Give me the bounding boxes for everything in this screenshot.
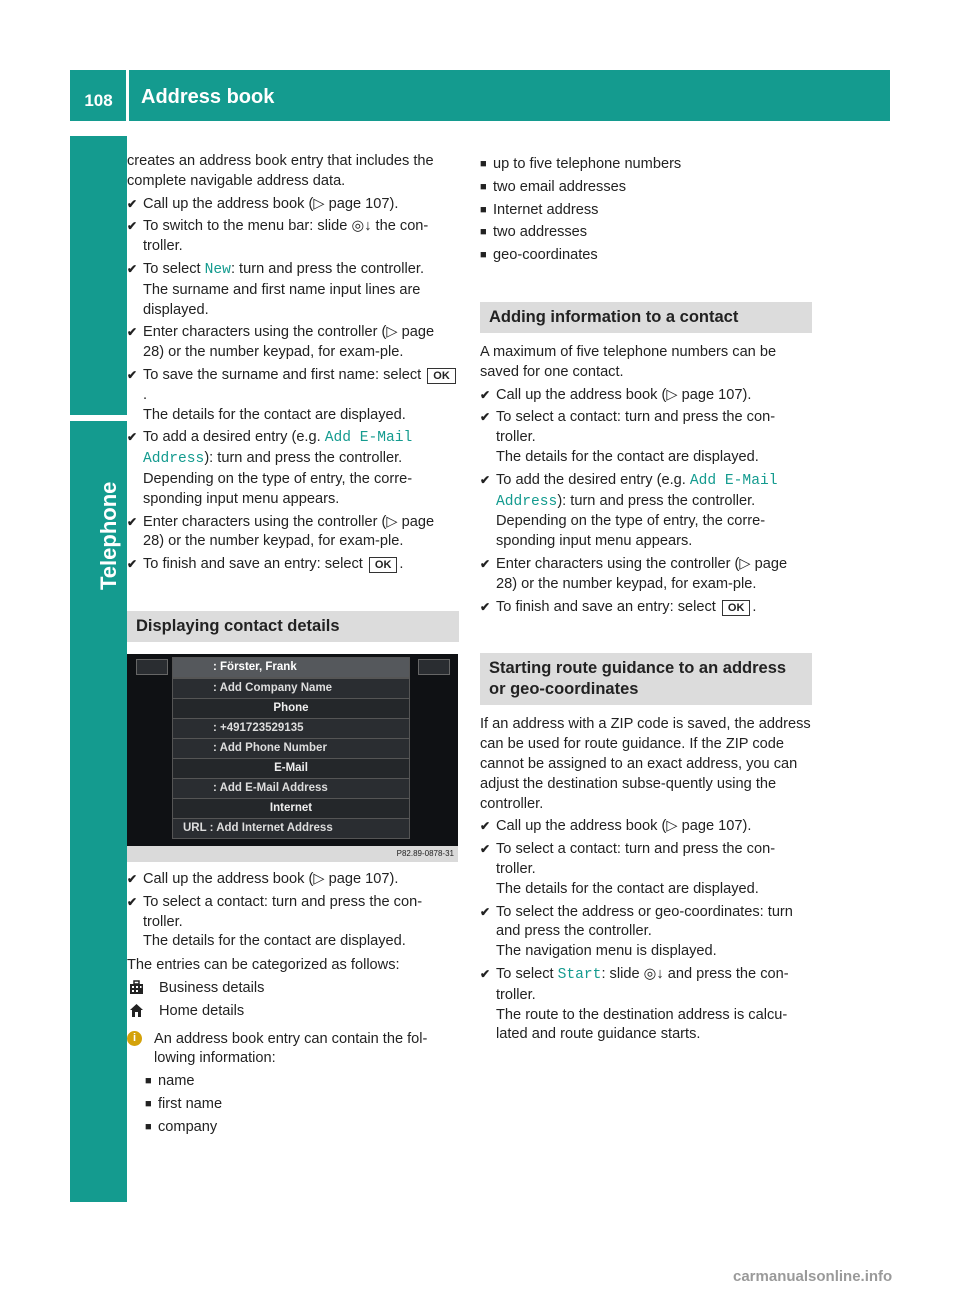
step-item [480, 817, 812, 837]
page-title: Address book [141, 86, 275, 108]
step-text: To finish and save an entry: select [496, 598, 720, 615]
step-text: To finish and save an entry: select [143, 556, 367, 573]
step-result: Depending on the type of entry, the corre-sponding input menu appears. [496, 513, 766, 550]
info-note [127, 1030, 459, 1070]
back-icon [136, 659, 168, 675]
arrow-icon: ✔ [480, 904, 491, 919]
return-icon [418, 659, 450, 675]
bullet-icon: ■ [480, 158, 487, 170]
screen-heading: Phone [172, 698, 410, 719]
arrow-icon: ✔ [480, 410, 491, 425]
arrow-icon: ✔ [127, 219, 138, 234]
step-item [127, 260, 459, 320]
screen-row: : Add Company Name [172, 678, 410, 699]
list-item [480, 246, 812, 266]
punct: . [143, 386, 148, 403]
chapter-label: Telephone [96, 481, 121, 590]
step-item [127, 555, 459, 575]
step-result: The details for the contact are displayed. [496, 448, 759, 465]
list-item [145, 1118, 459, 1138]
step-text: To switch to the menu bar: slide ◎↓ the con-troller. [143, 218, 429, 255]
step-item [480, 555, 812, 595]
chapter-sidebar [70, 136, 127, 1202]
step-item [480, 408, 812, 467]
menu-code-add-email: Add E-Mail Address [143, 430, 413, 468]
home-icon [129, 1003, 144, 1018]
arrow-icon: ✔ [127, 894, 138, 909]
route-intro: If an address with a ZIP code is saved, the address can be used for route guidance. If the ZIP code cannot be assigned to an exact address, you can adjust the destination subse-quently using the controller. [480, 716, 811, 812]
bullet-icon: ■ [480, 180, 487, 193]
arrow-icon: ✔ [480, 842, 491, 857]
header-divider [126, 70, 129, 121]
categories-intro: The entries can be categorized as follows: [127, 957, 400, 974]
business-icon [129, 980, 144, 995]
list-item [480, 178, 812, 198]
menu-code-add-email: Add E-Mail Address [496, 472, 778, 510]
arrow-icon: ✔ [127, 514, 138, 529]
list-text: Internet address [493, 201, 599, 218]
bullet-icon: ■ [145, 1120, 152, 1133]
screen-row: : Add E-Mail Address [172, 778, 410, 799]
step-text: Enter characters using the controller (▷ page 28) or the number keypad, for exam-ple. [496, 555, 788, 592]
arrow-icon: ✔ [480, 556, 491, 571]
step-text: To save the surname and first name: select [143, 366, 426, 383]
intro-text: creates an address book entry that includes the complete navigable address data. [127, 153, 434, 189]
ok-icon: OK [369, 557, 398, 573]
arrow-icon: ✔ [127, 261, 138, 276]
arrow-icon: ✔ [127, 430, 138, 445]
list-text: company [158, 1118, 218, 1135]
arrow-icon: ✔ [480, 819, 491, 834]
step-item [480, 598, 812, 618]
step-item [127, 195, 459, 215]
menu-code-new: New [204, 261, 231, 278]
list-text: first name [158, 1095, 223, 1112]
step-result: The surname and first name input lines are displayed. [143, 281, 421, 318]
screen-row: : Förster, Frank [172, 657, 410, 678]
step-text: : turn and press the controller. [230, 260, 425, 277]
step-item [127, 513, 459, 553]
category-label: Business details [159, 979, 265, 996]
step-item [480, 840, 812, 899]
step-result: The route to the destination address is calcu-lated and route guidance starts. [496, 1006, 788, 1043]
list-item [480, 223, 812, 243]
screen-row: : Add Phone Number [172, 738, 410, 759]
step-text: ): turn and press the controller. [557, 492, 756, 509]
step-item [480, 903, 812, 962]
step-item [480, 471, 812, 552]
step-item [127, 217, 459, 257]
bullet-icon: ■ [480, 226, 487, 239]
step-result: The details for the contact are displayed. [143, 933, 406, 950]
step-text: To add a desired entry (e.g. [143, 429, 325, 446]
step-text: To select a contact: turn and press the con-troller. [496, 409, 776, 446]
bullet-icon: ■ [480, 203, 487, 216]
right-column [480, 152, 812, 1048]
list-text: two addresses [493, 224, 588, 241]
screen-heading: E-Mail [172, 758, 410, 779]
page-number: 108 [84, 91, 113, 110]
step-text: To add the desired entry (e.g. [496, 471, 690, 488]
arrow-icon: ✔ [480, 387, 491, 402]
arrow-icon: ✔ [127, 196, 138, 211]
arrow-icon: ✔ [480, 599, 491, 614]
arrow-icon: ✔ [127, 557, 138, 572]
sidebar-divider [70, 415, 127, 421]
punct: . [399, 556, 404, 573]
step-text: Enter characters using the controller (▷ page 28) or the number keypad, for exam-ple. [143, 513, 435, 550]
list-text: up to five telephone numbers [493, 156, 682, 172]
step-text: To select [143, 260, 205, 277]
step-item [480, 965, 812, 1045]
step-text: To select a contact: turn and press the con-troller. [496, 841, 776, 877]
bullet-icon: ■ [145, 1097, 152, 1110]
step-text: To select the address or geo-coordinates: turn and press the controller. [496, 903, 793, 940]
ok-icon: OK [722, 600, 751, 616]
step-item [127, 428, 459, 509]
bullet-icon: ■ [480, 249, 487, 262]
arrow-icon: ✔ [480, 472, 491, 487]
bullet-icon: ■ [145, 1075, 152, 1088]
category-home [127, 1002, 459, 1022]
step-item [480, 386, 812, 406]
section-heading-display: Displaying contact details [127, 611, 459, 642]
step-item [127, 870, 459, 890]
step-text: To select [496, 965, 558, 982]
category-business [127, 979, 459, 999]
menu-code-start: Start [557, 966, 602, 983]
ok-icon: OK [427, 368, 456, 384]
step-text: ): turn and press the controller. [204, 450, 403, 467]
left-column [127, 152, 459, 1141]
step-text: Enter characters using the controller (▷ page 28) or the number keypad, for exam-ple. [143, 324, 435, 361]
info-icon: i [127, 1031, 142, 1046]
adding-intro: A maximum of five telephone numbers can be saved for one contact. [480, 343, 777, 380]
step-result: The navigation menu is displayed. [496, 943, 717, 960]
contact-details-screenshot [127, 654, 458, 862]
screen-heading: Internet [172, 798, 410, 819]
section-heading-adding: Adding information to a contact [480, 302, 812, 333]
list-text: two email addresses [493, 178, 627, 195]
list-item [480, 201, 812, 221]
list-text: name [158, 1073, 195, 1090]
section-heading-route: Starting route guidance to an address or geo-coordinates [480, 653, 812, 705]
step-text: : slide ◎↓ and press the con-troller. [496, 965, 789, 1003]
info-text: An address book entry can contain the fol-lowing information: [154, 1030, 428, 1067]
step-text: Call up the address book (▷ page 107). [496, 818, 752, 835]
list-item [145, 1095, 459, 1115]
step-text: To select a contact: turn and press the con-troller. [143, 893, 423, 930]
figure-code: P82.89-0878-31 [127, 846, 458, 862]
step-item [127, 323, 459, 363]
category-label: Home details [159, 1002, 245, 1019]
arrow-icon: ✔ [480, 966, 491, 981]
list-item [480, 155, 812, 175]
watermark: carmanualsonline.info [733, 1268, 893, 1285]
punct: . [752, 598, 757, 615]
step-text: Call up the address book (▷ page 107). [143, 870, 399, 887]
screen-row: URL : Add Internet Address [172, 818, 410, 839]
list-item [145, 1072, 459, 1092]
step-result: The details for the contact are displayed. [496, 880, 759, 897]
list-text: geo-coordinates [493, 247, 598, 264]
step-text: Call up the address book (▷ page 107). [143, 195, 399, 212]
step-item [127, 366, 459, 425]
step-result: Depending on the type of entry, the corre-sponding input menu appears. [143, 470, 413, 507]
arrow-icon: ✔ [127, 871, 138, 886]
arrow-icon: ✔ [127, 367, 138, 382]
screen-row: : +491723529135 [172, 718, 410, 739]
step-result: The details for the contact are displayed. [143, 406, 406, 423]
step-text: Call up the address book (▷ page 107). [496, 386, 752, 403]
arrow-icon: ✔ [127, 325, 138, 340]
step-item [127, 893, 459, 952]
